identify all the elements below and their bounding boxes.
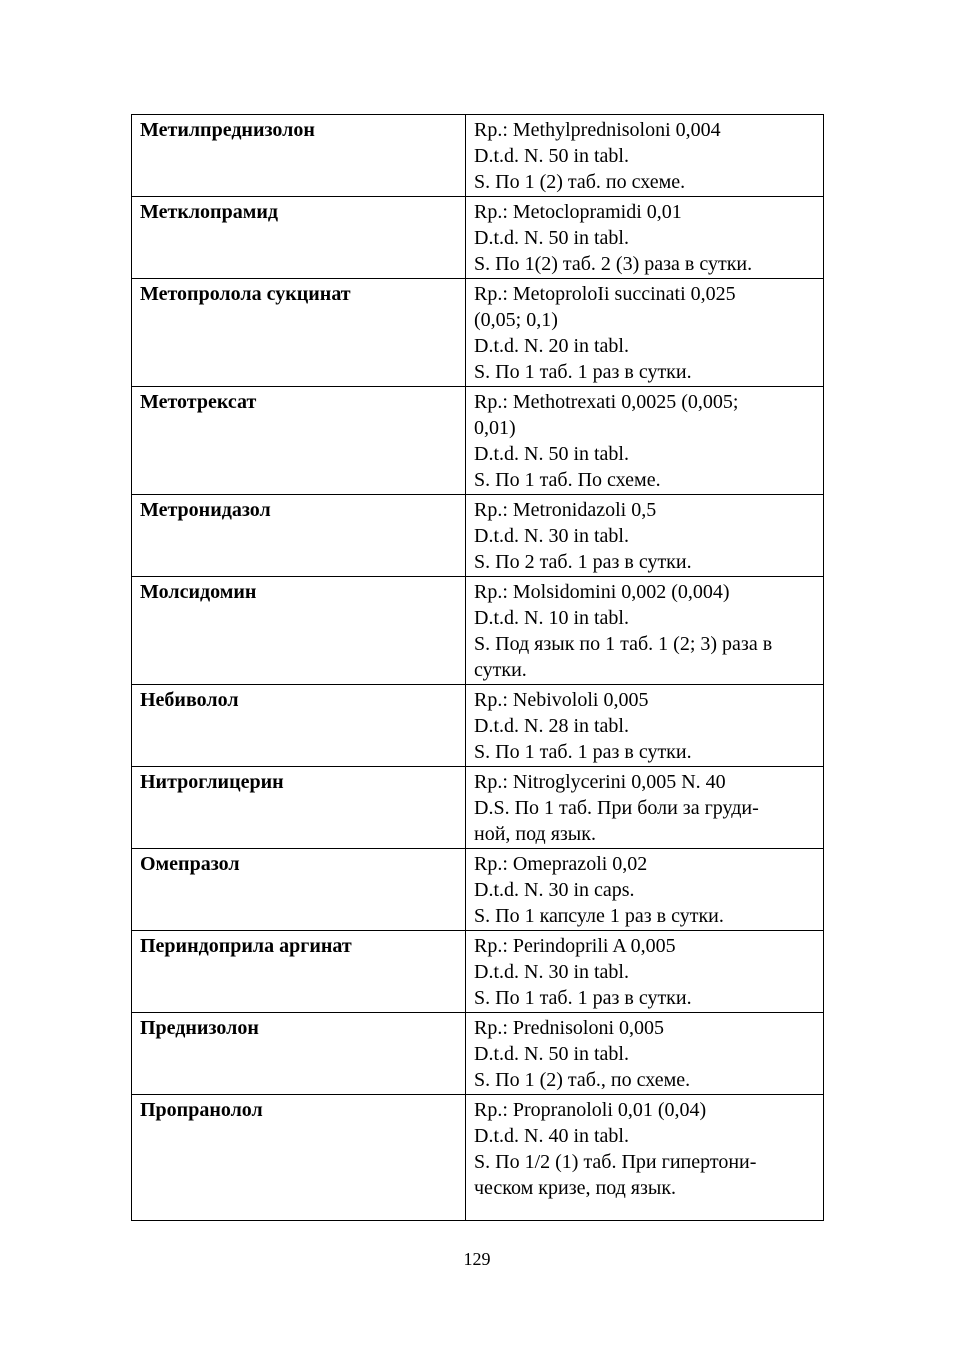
table-row [132, 279, 824, 387]
prescription-line: Rp.: Propranololi 0,01 (0,04) [474, 1099, 707, 1121]
table-row [132, 197, 824, 279]
prescription-line: S. По 1 таб. 1 раз в сутки. [474, 741, 692, 763]
prescription-line: сутки. [474, 659, 527, 681]
prescription-line: D.t.d. N. 30 in tabl. [474, 525, 629, 547]
prescription-line: Rp.: Methotrexati 0,0025 (0,005; [474, 391, 739, 413]
table-row [132, 849, 824, 931]
drug-name: Преднизолон [132, 1013, 466, 1095]
prescription-line: Rp.: Methylprednisoloni 0,004 [474, 119, 721, 141]
drug-name: Молсидомин [132, 577, 466, 685]
prescription-cell [466, 495, 824, 577]
table-row [132, 931, 824, 1013]
prescription-line: Rp.: Omeprazoli 0,02 [474, 853, 648, 875]
prescription-line: D.t.d. N. 50 in tabl. [474, 227, 629, 249]
prescription-line: D.t.d. N. 40 in tabl. [474, 1125, 629, 1147]
prescription-cell [466, 387, 824, 495]
prescription-line: 0,01) [474, 417, 516, 439]
drug-name: Небиволол [132, 685, 466, 767]
prescription-cell [466, 115, 824, 197]
prescription-line: D.t.d. N. 20 in tabl. [474, 335, 629, 357]
table-row [132, 115, 824, 197]
prescription-line: D.t.d. N. 50 in tabl. [474, 145, 629, 167]
prescription-line: D.t.d. N. 30 in tabl. [474, 961, 629, 983]
drug-name: Метронидазол [132, 495, 466, 577]
prescription-cell [466, 577, 824, 685]
prescription-cell [466, 767, 824, 849]
prescription-line: S. По 1 таб. По схеме. [474, 469, 661, 491]
prescription-cell [466, 279, 824, 387]
prescription-line: Rp.: Prednisoloni 0,005 [474, 1017, 665, 1039]
prescription-line: Rp.: Metronidazoli 0,5 [474, 499, 657, 521]
prescription-line: D.t.d. N. 50 in tabl. [474, 1043, 629, 1065]
prescription-line: D.t.d. N. 28 in tabl. [474, 715, 629, 737]
prescription-line: S. По 1 таб. 1 раз в сутки. [474, 361, 692, 383]
prescription-line: Rp.: Nitroglycerini 0,005 N. 40 [474, 771, 726, 793]
prescription-line: ной, под язык. [474, 823, 596, 845]
prescription-line: Rp.: MetoproloIi succinati 0,025 [474, 283, 736, 305]
prescription-line: D.S. По 1 таб. При боли за груди- [474, 797, 759, 819]
prescription-line: S. По 1 таб. 1 раз в сутки. [474, 987, 692, 1009]
prescription-cell [466, 197, 824, 279]
table-row [132, 685, 824, 767]
drug-name: Омепразол [132, 849, 466, 931]
prescription-line: S. По 1 капсуле 1 раз в сутки. [474, 905, 724, 927]
prescription-line: D.t.d. N. 50 in tabl. [474, 443, 629, 465]
prescription-line: D.t.d. N. 10 in tabl. [474, 607, 629, 629]
table-row [132, 1095, 824, 1221]
prescription-cell [466, 1095, 824, 1221]
drug-name: Периндоприла аргинат [132, 931, 466, 1013]
table-row [132, 1013, 824, 1095]
prescription-line: S. Под язык по 1 таб. 1 (2; 3) раза в [474, 633, 773, 655]
page-number: 129 [463, 1249, 491, 1269]
prescription-line: S. По 1/2 (1) таб. При гипертони- [474, 1151, 757, 1173]
drug-name: Метклопрамид [132, 197, 466, 279]
prescription-line: S. По 2 таб. 1 раз в сутки. [474, 551, 692, 573]
prescription-cell [466, 685, 824, 767]
table-row [132, 387, 824, 495]
prescription-line: Rp.: Perindoprili A 0,005 [474, 935, 676, 957]
table-row [132, 495, 824, 577]
prescription-line: D.t.d. N. 30 in caps. [474, 879, 635, 901]
prescription-table [131, 114, 824, 1221]
table-row [132, 767, 824, 849]
prescription-cell [466, 931, 824, 1013]
prescription-line: (0,05; 0,1) [474, 309, 558, 331]
table-row [132, 577, 824, 685]
prescription-line: ческом кризе, под язык. [474, 1177, 677, 1199]
prescription-line: S. По 1 (2) таб., по схеме. [474, 1069, 691, 1091]
prescription-cell [466, 1013, 824, 1095]
prescription-line: S. По 1 (2) таб. по схеме. [474, 171, 686, 193]
prescription-table-body [132, 115, 824, 1221]
drug-name: Метотрексат [132, 387, 466, 495]
drug-name: Пропранолол [132, 1095, 466, 1221]
prescription-line: S. По 1(2) таб. 2 (3) раза в сутки. [474, 253, 753, 275]
prescription-line: Rp.: Molsidomini 0,002 (0,004) [474, 581, 730, 603]
drug-name: Нитроглицерин [132, 767, 466, 849]
drug-name: Метопролола сукцинат [132, 279, 466, 387]
prescription-line: Rp.: Metoclopramidi 0,01 [474, 201, 682, 223]
prescription-cell [466, 849, 824, 931]
prescription-line: Rp.: Nebivololi 0,005 [474, 689, 649, 711]
drug-name: Метилпреднизолон [132, 115, 466, 197]
